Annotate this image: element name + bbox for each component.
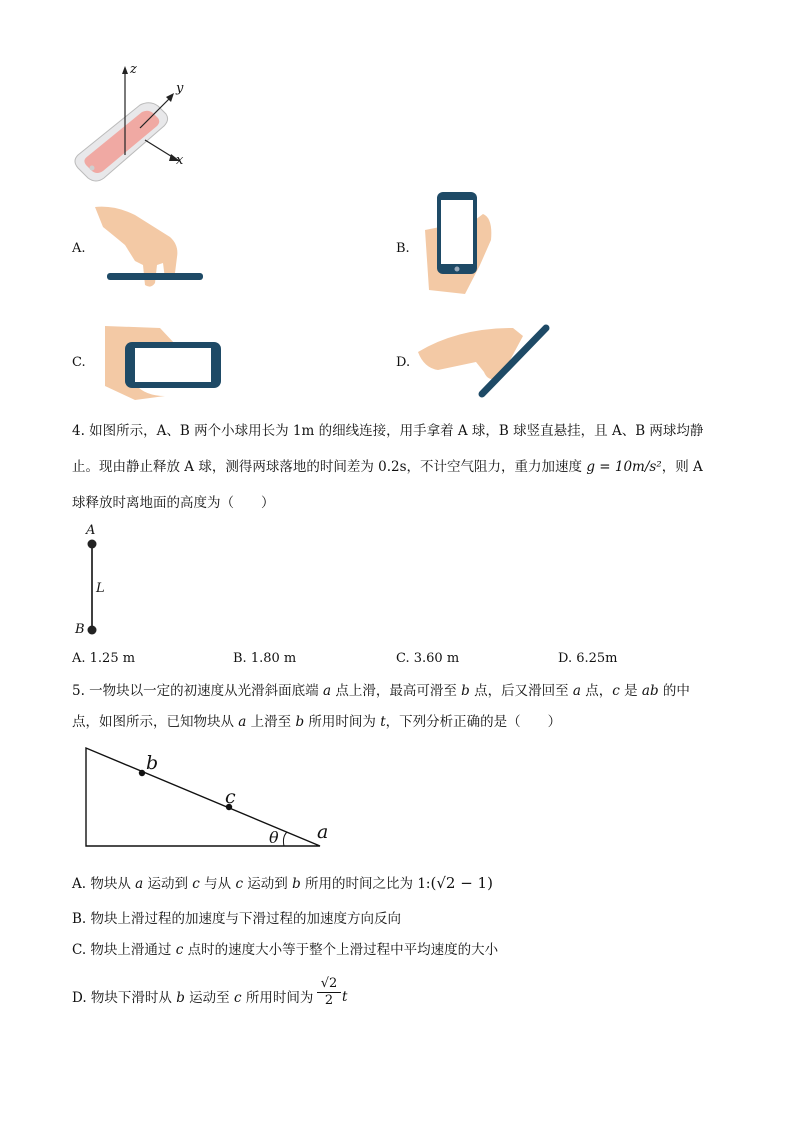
q4-figure-label-b: B — [75, 622, 85, 637]
q4-line-2 — [72, 457, 703, 477]
q5-figure-label-a: a — [317, 821, 329, 843]
q4-option-c: C. 3.60 m — [396, 651, 460, 666]
q5-incline-figure — [84, 745, 334, 850]
q4-figure-label-a: A — [86, 523, 96, 538]
option-a-label: A. — [72, 241, 86, 256]
q5-ratio-formula: (√2 − 1) — [430, 874, 493, 892]
q5-figure-label-c: c — [225, 786, 236, 808]
axis-label-y: y — [176, 81, 184, 96]
q5-option-c-text: C. 物块上滑通过 — [72, 942, 176, 958]
q5-var-a: a — [572, 683, 581, 699]
q5-var-c: c — [233, 990, 242, 1006]
q4-line-2-text: 止。现由静止释放 A 球，测得两球落地的时间差为 0.2s，不计空气阻力，重力加速度 — [72, 459, 587, 475]
q4-gravity-formula: g = 10m/s² — [586, 459, 662, 475]
q5-var-c: c — [175, 942, 184, 958]
axis-label-x: x — [176, 153, 184, 168]
q5-line-1-text: 点， — [580, 683, 613, 699]
q5-option-b: B. 物块上滑过程的加速度与下滑过程的加速度方向反向 — [72, 911, 402, 927]
q5-line-1-text: 点，后又滑回至 — [469, 683, 573, 699]
axis-label-z: z — [130, 62, 137, 77]
q5-var-c: c — [192, 876, 200, 892]
q5-option-c-text: 点时的速度大小等于整个上滑过程中平均速度的大小 — [183, 942, 499, 958]
q5-option-d — [72, 988, 313, 1008]
q5-line-2 — [72, 712, 561, 732]
q5-option-d-text: D. 物块下滑时从 — [72, 990, 177, 1006]
q4-option-d: D. 6.25m — [558, 651, 618, 666]
q5-var-a: a — [322, 683, 332, 699]
q5-option-a — [72, 873, 493, 894]
q5-option-a-text: 运动到 — [243, 876, 293, 892]
q4-figure-label-l: L — [96, 581, 105, 596]
option-d-label: D. — [396, 355, 411, 370]
q5-option-c — [72, 940, 498, 960]
q5-line-1-text: 是 — [619, 683, 642, 699]
q5-option-d-fraction — [317, 976, 341, 1009]
q5-var-c: c — [235, 876, 243, 892]
q5-line-1-text: 点上滑，最高可滑至 — [331, 683, 462, 699]
q5-var-ab: ab — [641, 683, 659, 699]
q5-var-c: c — [612, 683, 620, 699]
hand-holding-phone-vertical-image — [425, 190, 495, 295]
q5-var-b: b — [292, 876, 301, 892]
q5-line-1-text: 5. 一物块以一定的初速度从光滑斜面底端 — [72, 683, 323, 699]
option-b-label: B. — [396, 241, 410, 256]
q5-var-a: a — [135, 876, 144, 892]
q4-option-b: B. 1.80 m — [233, 651, 297, 666]
q4-option-a: A. 1.25 m — [72, 651, 136, 666]
q5-line-1 — [72, 681, 690, 701]
q5-line-2-text: 上滑至 — [246, 714, 296, 730]
q4-line-2-tail: ，则 A — [661, 459, 703, 475]
q5-option-d-var-t: t — [342, 989, 348, 1005]
q5-line-1-text: 的中 — [658, 683, 690, 699]
q5-var-b: b — [295, 714, 305, 730]
q5-var-b: b — [176, 990, 185, 1006]
q5-var-b: b — [461, 683, 470, 699]
hand-holding-phone-horizontal-image — [105, 326, 225, 401]
q5-line-2-text: ，下列分析正确的是（ ） — [385, 714, 562, 730]
q5-option-a-text: 与从 — [199, 876, 236, 892]
q5-var-a: a — [238, 714, 247, 730]
q4-line-1: 4. 如图所示，A、B 两个小球用长为 1m 的细线连接，用手拿着 A 球，B 球竖直悬挂，且 A、B 两球均静 — [72, 423, 704, 439]
q5-figure-label-b: b — [146, 752, 159, 774]
q5-option-d-text: 运动至 — [184, 990, 234, 1006]
hand-holding-phone-flat-image — [95, 205, 210, 290]
q5-option-d-text: 所用时间为 — [241, 990, 314, 1006]
option-c-label: C. — [72, 355, 86, 370]
q5-option-a-text: 运动到 — [143, 876, 193, 892]
q5-option-a-text: A. 物块从 — [72, 876, 136, 892]
fraction-numerator: √2 — [317, 976, 341, 993]
hand-holding-phone-tilted-image — [418, 322, 553, 397]
q5-option-a-text: 所用的时间之比为 1: — [300, 876, 431, 892]
fraction-denominator: 2 — [324, 993, 334, 1008]
q5-line-2-text: 点，如图所示，已知物块从 — [72, 714, 239, 730]
q5-figure-label-theta: θ — [269, 828, 279, 847]
q5-var-t: t — [380, 714, 386, 730]
q4-line-3: 球释放时离地面的高度为（ ） — [72, 495, 275, 511]
q5-line-2-text: 所用时间为 — [304, 714, 381, 730]
